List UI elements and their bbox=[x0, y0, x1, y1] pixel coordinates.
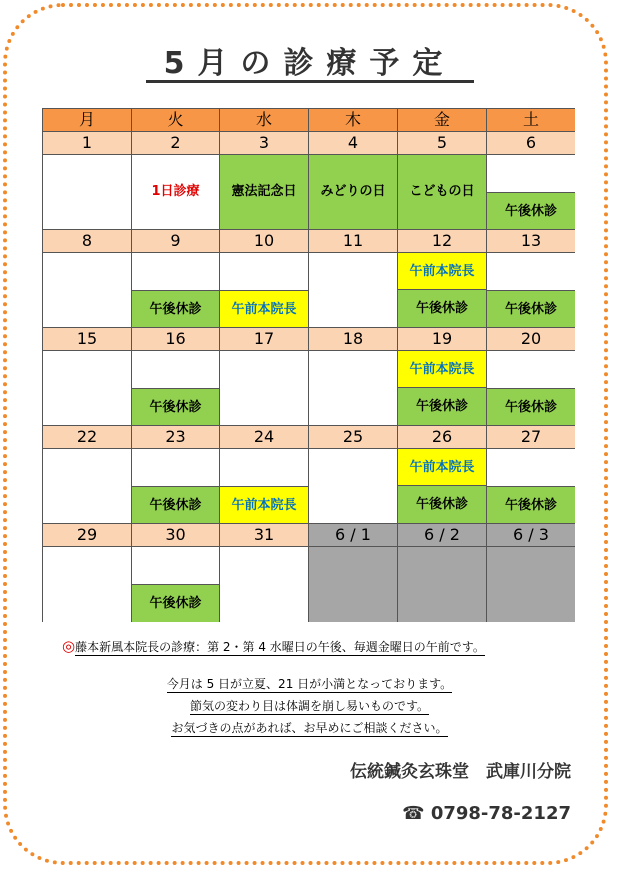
day-cell bbox=[220, 351, 309, 426]
phone-icon: ☎ bbox=[402, 803, 425, 824]
double-circle-icon: ◎ bbox=[62, 637, 76, 655]
day-cell bbox=[309, 449, 398, 524]
day-cell bbox=[309, 155, 398, 230]
season-note-1: 今月は 5 日が立夏、21 日が小満となっております。 bbox=[166, 677, 453, 691]
morning-director-badge: 午前本院長 bbox=[398, 351, 486, 388]
date-cell: 25 bbox=[309, 426, 398, 449]
calendar-table bbox=[42, 108, 575, 622]
date-cell: 3 bbox=[220, 132, 309, 155]
day-cell bbox=[43, 547, 132, 622]
afternoon-off-badge: 午後休診 bbox=[487, 388, 575, 425]
date-cell: 16 bbox=[132, 328, 220, 351]
day-cell bbox=[43, 253, 132, 328]
date-cell: 31 bbox=[220, 524, 309, 547]
morning-director-badge: 午前本院長 bbox=[220, 486, 308, 523]
phone-number bbox=[402, 803, 571, 824]
date-cell-next-month: 6 / 2 bbox=[398, 524, 487, 547]
day-cell bbox=[309, 351, 398, 426]
morning-director-badge: 午前本院長 bbox=[220, 290, 308, 327]
date-cell: 17 bbox=[220, 328, 309, 351]
date-cell: 9 bbox=[132, 230, 220, 253]
morning-director-badge: 午前本院長 bbox=[398, 449, 486, 486]
weekday-mon: 月 bbox=[43, 109, 132, 132]
date-cell: 11 bbox=[309, 230, 398, 253]
weekday-sat: 土 bbox=[487, 109, 575, 132]
day-cell bbox=[398, 351, 487, 426]
date-cell: 18 bbox=[309, 328, 398, 351]
afternoon-off-badge: 午後休診 bbox=[132, 486, 219, 523]
date-cell: 2 bbox=[132, 132, 220, 155]
date-cell: 29 bbox=[43, 524, 132, 547]
date-cell: 22 bbox=[43, 426, 132, 449]
day-cell bbox=[132, 253, 220, 328]
day-cell bbox=[487, 351, 575, 426]
date-cell: 1 bbox=[43, 132, 132, 155]
date-cell: 5 bbox=[398, 132, 487, 155]
holiday-label: みどりの日 bbox=[309, 155, 397, 229]
afternoon-off-badge: 午後休診 bbox=[132, 584, 219, 622]
date-cell-next-month: 6 / 1 bbox=[309, 524, 398, 547]
day-cell bbox=[220, 547, 309, 622]
date-cell: 8 bbox=[43, 230, 132, 253]
date-cell: 30 bbox=[132, 524, 220, 547]
holiday-label: こどもの日 bbox=[398, 155, 486, 229]
afternoon-off-badge: 午後休診 bbox=[132, 388, 219, 425]
day-cell bbox=[43, 155, 132, 230]
date-cell: 6 bbox=[487, 132, 575, 155]
day-cell bbox=[398, 449, 487, 524]
day-cell-next-month bbox=[398, 547, 487, 622]
season-note-3: お気づきの点があれば、お早めにご相談ください。 bbox=[171, 721, 448, 735]
director-schedule-note bbox=[62, 637, 485, 655]
afternoon-off-badge: 午後休診 bbox=[398, 388, 486, 425]
clinic-name: 伝統鍼灸玄珠堂 武庫川分院 bbox=[350, 762, 571, 782]
date-cell: 24 bbox=[220, 426, 309, 449]
page-title: 5月の診療予定 bbox=[163, 46, 456, 81]
title-underline bbox=[146, 80, 474, 83]
afternoon-off-badge: 午後休診 bbox=[398, 290, 486, 327]
weekday-thu: 木 bbox=[309, 109, 398, 132]
day-cell bbox=[398, 253, 487, 328]
day-cell bbox=[398, 155, 487, 230]
date-cell: 20 bbox=[487, 328, 575, 351]
afternoon-off-badge: 午後休診 bbox=[132, 290, 219, 327]
day-cell bbox=[487, 449, 575, 524]
date-cell: 4 bbox=[309, 132, 398, 155]
day-cell bbox=[132, 351, 220, 426]
date-cell: 15 bbox=[43, 328, 132, 351]
afternoon-off-badge: 午後休診 bbox=[487, 290, 575, 327]
morning-director-badge: 午前本院長 bbox=[398, 253, 486, 290]
season-note-2: 節気の変わり目は体調を崩し易いものです。 bbox=[189, 699, 430, 713]
day-cell bbox=[220, 155, 309, 230]
weekday-fri: 金 bbox=[398, 109, 487, 132]
day-cell bbox=[487, 155, 575, 230]
day-cell bbox=[309, 253, 398, 328]
day-cell-next-month bbox=[487, 547, 575, 622]
date-cell: 26 bbox=[398, 426, 487, 449]
day-cell bbox=[132, 449, 220, 524]
day-cell bbox=[220, 449, 309, 524]
date-cell: 10 bbox=[220, 230, 309, 253]
first-day-label: 1日診療 bbox=[151, 184, 200, 199]
holiday-label: 憲法記念日 bbox=[220, 155, 308, 229]
director-schedule-text: 藤本新風本院長の診療：第 2・第 4 水曜日の午後、毎週金曜日の午前です。 bbox=[75, 640, 485, 654]
weekday-tue: 火 bbox=[132, 109, 220, 132]
day-cell bbox=[43, 449, 132, 524]
date-cell-next-month: 6 / 3 bbox=[487, 524, 575, 547]
date-cell: 19 bbox=[398, 328, 487, 351]
day-cell bbox=[132, 155, 220, 230]
date-cell: 27 bbox=[487, 426, 575, 449]
day-cell bbox=[487, 253, 575, 328]
afternoon-off-badge: 午後休診 bbox=[487, 486, 575, 523]
date-cell: 12 bbox=[398, 230, 487, 253]
phone-text: 0798-78-2127 bbox=[430, 803, 571, 824]
day-cell-next-month bbox=[309, 547, 398, 622]
afternoon-off-badge: 午後休診 bbox=[398, 486, 486, 523]
date-cell: 13 bbox=[487, 230, 575, 253]
afternoon-off-badge: 午後休診 bbox=[487, 192, 575, 229]
day-cell bbox=[132, 547, 220, 622]
date-cell: 23 bbox=[132, 426, 220, 449]
day-cell bbox=[220, 253, 309, 328]
day-cell bbox=[43, 351, 132, 426]
weekday-wed: 水 bbox=[220, 109, 309, 132]
